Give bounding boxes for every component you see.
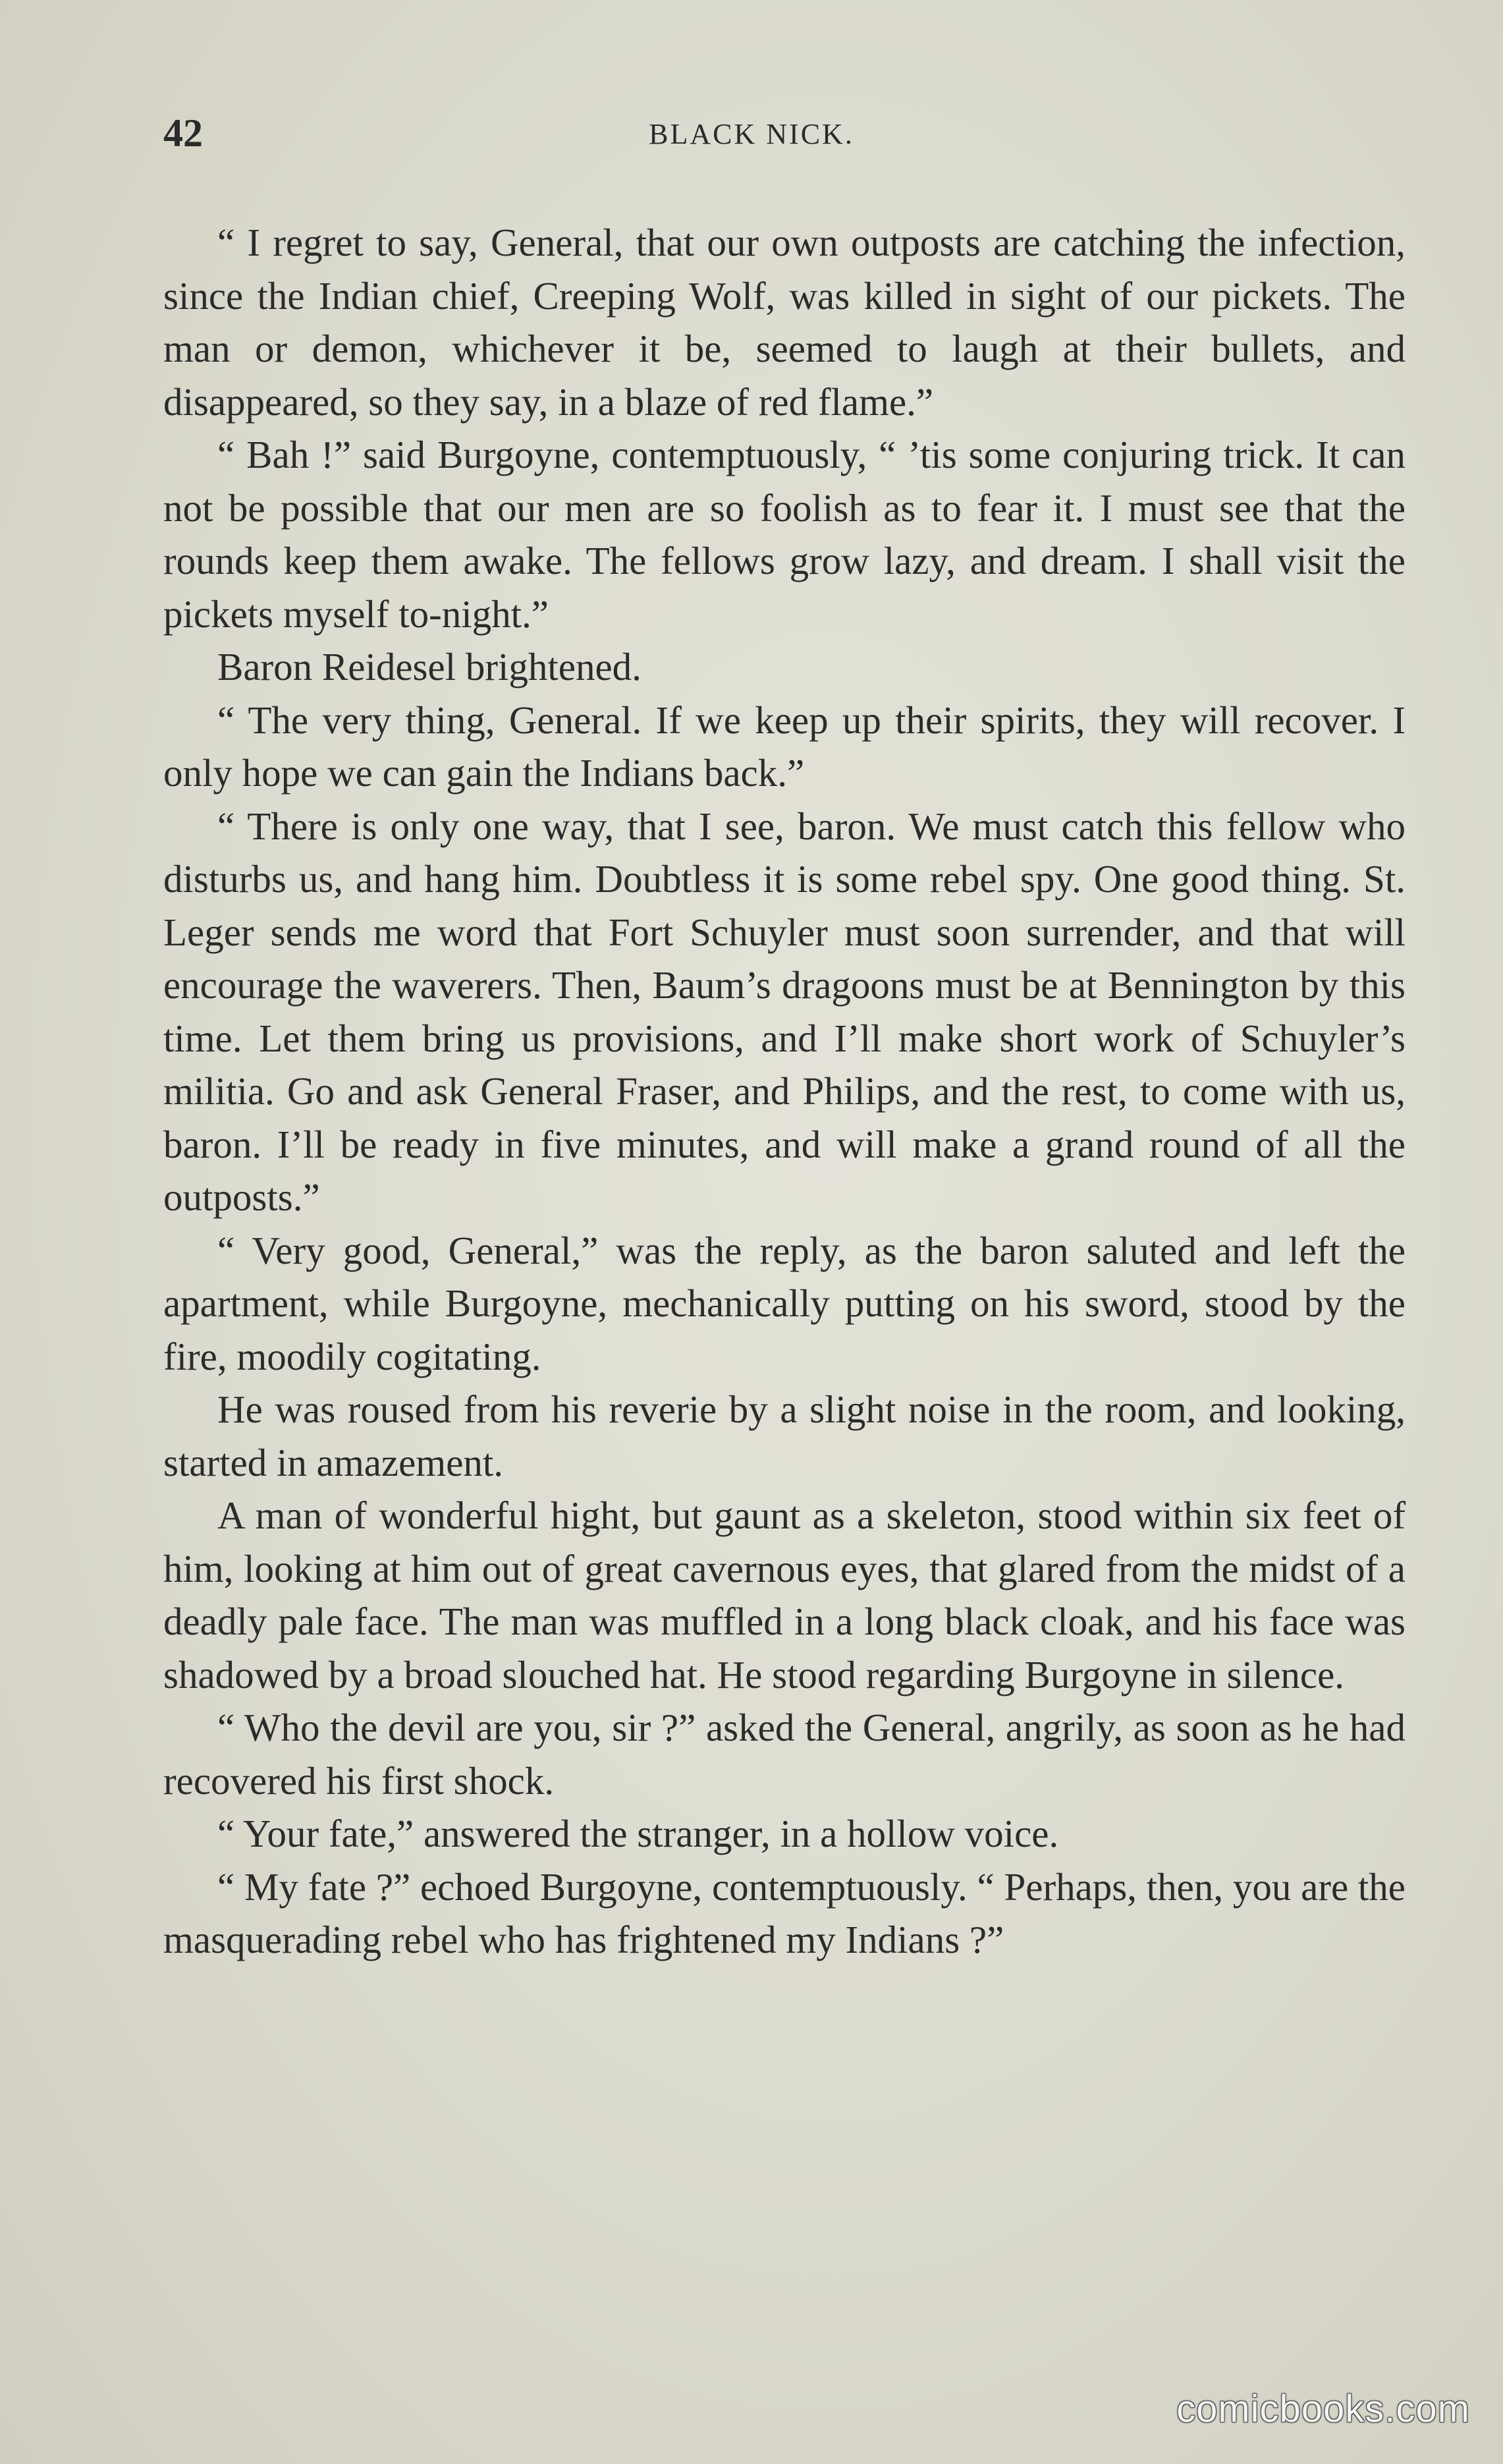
paragraph: “ Very good, General,” was the reply, as the baron saluted and left the apartment, while Burgoyne, mechanically putting on his sword, stood by the fire, moodily cogitating. (163, 1228, 1406, 1378)
paragraph: “ Who the devil are you, sir ?” asked the General, angrily, as soon as he had recovered his first shock. (163, 1706, 1406, 1803)
paragraph: “ I regret to say, General, that our own outposts are catching the infection, since the Indian chief, Creeping Wolf, was killed in sight of our pickets. The man or demon, whichever it be, seemed to laugh at their bullets, and disappeared, so they say, in a blaze of red flame.” (163, 221, 1406, 424)
watermark: comicbooks.com (1176, 2388, 1470, 2430)
page-number: 42 (163, 111, 203, 155)
paragraph: “ Your fate,” answered the stranger, in a hollow voice. (217, 1812, 1059, 1855)
paragraph: “ There is only one way, that I see, baron. We must catch this fellow who disturbs us, and hang him. Doubtless it is some rebel spy. One good thing. St. Leger sends me word that Fort Schuyler must soon surrender, and that will encourage the waverers. Then, Baum’s dragoons must be at Bennington by this time. Let them bring us provisions, and I’ll make short work of Schuyler’s militia. Go and ask General Fraser, and Philips, and the rest, to come with us, baron. I’ll be ready in five minutes, and will make a grand round of all the outposts.” (163, 804, 1406, 1219)
paragraph: “ The very thing, General. If we keep up their spirits, they will recover. I only hope we can gain the Indians back.” (163, 698, 1406, 795)
running-head: BLACK NICK. (649, 118, 854, 150)
paragraph: A man of wonderful hight, but gaunt as a skeleton, stood within six feet of him, looking at him out of great cavernous eyes, that glared from the midst of a deadly pale face. The man was muffled in a long black cloak, and his face was shadowed by a broad slouched hat. He stood regarding Burgoyne in silence. (163, 1494, 1406, 1696)
paragraph: Baron Reidesel brightened. (217, 645, 642, 688)
paragraph: He was roused from his reverie by a slight noise in the room, and looking, started in amazement. (163, 1387, 1406, 1484)
body-text (163, 216, 1406, 1967)
paragraph: “ My fate ?” echoed Burgoyne, contemptuously. “ Perhaps, then, you are the masquerading rebel who has frightened my Indians ?” (163, 1864, 1406, 1961)
paragraph: “ Bah !” said Burgoyne, contemptuously, “ ’tis some conjuring trick. It can not be possible that our men are so foolish as to fear it. I must see that the rounds keep them awake. The fellows grow lazy, and dream. I shall visit the pickets myself to-night.” (163, 433, 1406, 636)
